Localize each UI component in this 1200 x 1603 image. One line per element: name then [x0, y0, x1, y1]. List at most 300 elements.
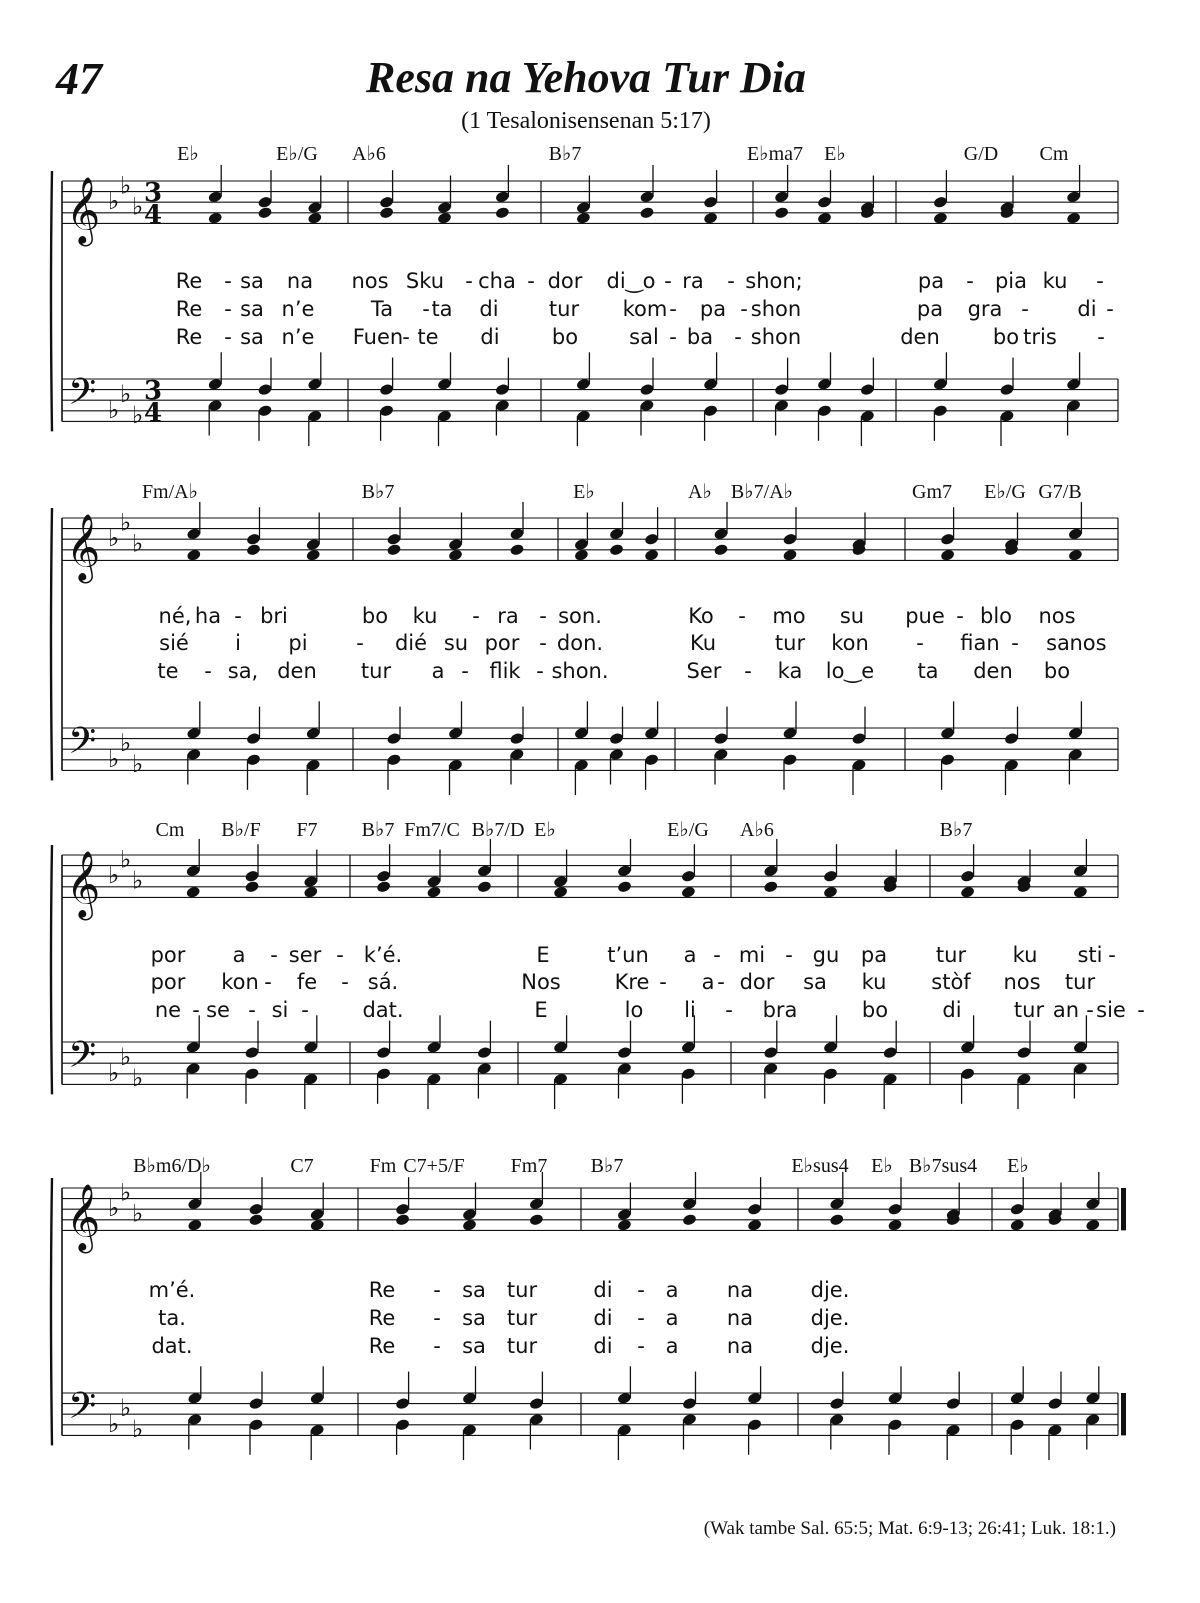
chord-symbol: E♭sus4 — [791, 1155, 849, 1177]
lyric-syllable: sa — [240, 269, 264, 293]
lyric-syllable: - — [785, 943, 793, 967]
chord-symbol: Cm — [1039, 143, 1069, 165]
lyric-syllable: mo — [772, 604, 806, 628]
lyric-syllable: son. — [558, 604, 602, 628]
note-head — [307, 211, 322, 224]
lyric-syllable: - — [433, 1334, 441, 1358]
chord-symbol: Gm7 — [912, 481, 952, 503]
chord-symbol: E♭ — [177, 143, 199, 165]
chord-symbol: E♭/G — [276, 143, 318, 165]
lyric-syllable: - — [637, 1306, 645, 1330]
lyric-syllable: tur — [1064, 970, 1096, 994]
flat-icon: ♭ — [120, 508, 132, 537]
lyric-syllable: k’é. — [363, 943, 403, 967]
chord-symbol: E♭ — [1007, 1155, 1029, 1177]
note-head — [829, 1213, 844, 1226]
flat-icon: ♭ — [108, 524, 120, 553]
lyric-syllable: - — [539, 604, 547, 628]
note-head — [376, 880, 391, 893]
footer-references: (Wak tambe Sal. 65:5; Mat. 6:9-13; 26:41; Luk. 18:1.) — [703, 1518, 1116, 1539]
lyric-syllable: shon. — [551, 659, 609, 683]
lyric-syllable: - — [734, 325, 742, 349]
lyric-syllable: kon — [221, 970, 259, 994]
lyric-syllable: sal — [629, 325, 659, 349]
lyric-syllable: Re — [175, 297, 203, 321]
lyric-syllable: den — [900, 325, 940, 349]
lyric-syllable: Ta — [370, 297, 394, 321]
note-head — [747, 1218, 762, 1231]
note-head — [960, 885, 975, 898]
lyric-syllable: - — [744, 659, 752, 683]
flat-icon: ♭ — [120, 728, 132, 757]
lyric-syllable: ba — [686, 325, 714, 349]
lyric-syllable: don. — [556, 631, 604, 655]
note-head — [186, 548, 201, 561]
lyric-syllable: sa — [240, 325, 264, 349]
lyric-syllable: - — [270, 943, 278, 967]
lyric-syllable: tur — [935, 943, 967, 967]
lyric-syllable: pa — [699, 297, 727, 321]
chord-symbol: E♭ — [534, 819, 556, 841]
lyric-syllable: - — [192, 998, 200, 1022]
lyric-syllable: pa — [916, 297, 944, 321]
lyric-syllable: kom — [622, 297, 668, 321]
lyric-syllable: den — [973, 659, 1013, 683]
note-head — [609, 543, 624, 556]
lyric-syllable: pa — [917, 269, 945, 293]
chord-symbol: Fm/A♭ — [141, 481, 199, 503]
time-signature-top: 3 — [144, 178, 163, 209]
flat-icon: ♭ — [132, 1199, 144, 1228]
note-head — [576, 211, 591, 224]
lyric-syllable: se — [206, 998, 230, 1022]
lyric-syllable: ku — [412, 604, 438, 628]
lyric-syllable: ta. — [158, 1306, 186, 1330]
lyric-syllable: - — [1137, 998, 1145, 1022]
lyric-syllable: di — [593, 1334, 613, 1358]
flat-icon: ♭ — [108, 1409, 120, 1438]
lyric-syllable: Ser — [686, 659, 722, 683]
lyric-syllable: pia — [994, 269, 1028, 293]
lyric-syllable: - — [637, 1278, 645, 1302]
lyric-syllable: sie — [1096, 998, 1126, 1022]
note-head — [529, 1213, 544, 1226]
note-head — [185, 885, 200, 898]
lyric-syllable: - — [738, 604, 746, 628]
lyric-syllable: - — [461, 659, 469, 683]
lyric-syllable: di — [1077, 297, 1097, 321]
lyric-syllable: - — [224, 269, 232, 293]
flat-icon: ♭ — [120, 379, 132, 408]
flat-icon: ♭ — [120, 1393, 132, 1422]
lyric-syllable: tur — [360, 659, 392, 683]
lyric-syllable: sti — [1077, 943, 1103, 967]
chord-symbol: Fm — [369, 1155, 397, 1177]
flat-icon: ♭ — [108, 1194, 120, 1223]
lyric-syllable: - — [1011, 631, 1019, 655]
note-head — [782, 548, 797, 561]
time-signature-bottom: 4 — [144, 398, 163, 429]
lyric-syllable: kon — [831, 631, 869, 655]
lyric-syllable: - — [248, 998, 256, 1022]
lyric-syllable: an — [1052, 998, 1080, 1022]
lyric-syllable: te — [157, 659, 179, 683]
lyric-syllable: - — [301, 998, 309, 1022]
lyric-syllable: bri — [260, 604, 288, 628]
lyric-syllable: dor — [739, 970, 775, 994]
lyric-syllable: - — [433, 1306, 441, 1330]
lyric-syllable: n’e — [281, 297, 315, 321]
final-bar-line — [1121, 1393, 1126, 1435]
chord-symbol: G7/B — [1038, 481, 1082, 503]
lyric-syllable: nos — [1038, 604, 1076, 628]
lyric-syllable: por — [150, 970, 186, 994]
lyric-syllable: ta — [917, 659, 939, 683]
note-head — [477, 880, 492, 893]
lyric-syllable: E — [534, 998, 548, 1022]
chord-symbol: G/D — [963, 143, 999, 165]
chord-symbol: B♭7 — [361, 819, 395, 841]
staff-system — [51, 143, 1118, 446]
note-head — [386, 543, 401, 556]
chord-symbol: Cm — [155, 819, 185, 841]
lyric-syllable: - — [637, 1334, 645, 1358]
note-head — [437, 211, 452, 224]
lyric-syllable: nos — [1069, 631, 1107, 655]
lyric-syllable: - — [472, 604, 480, 628]
lyric-syllable: stòf — [931, 970, 971, 994]
lyric-syllable: por — [484, 631, 520, 655]
lyric-syllable: gu — [812, 943, 840, 967]
hymn-title: Resa na Yehova Tur Dia — [365, 53, 807, 102]
lyric-syllable: - — [956, 604, 964, 628]
flat-icon: ♭ — [132, 401, 144, 430]
lyric-syllable: sa — [462, 1334, 486, 1358]
lyric-syllable: a — [683, 943, 697, 967]
chord-symbol: Fm7 — [510, 1155, 548, 1177]
system-bracket — [51, 508, 52, 780]
lyric-syllable: blo — [979, 604, 1013, 628]
lyric-syllable: pue — [905, 604, 945, 628]
lyric-syllable: na — [726, 1306, 754, 1330]
lyric-syllable: Re — [175, 325, 203, 349]
final-bar-line — [1121, 1188, 1126, 1230]
lyric-syllable: tris — [1023, 325, 1057, 349]
lyric-syllable: ka — [777, 659, 803, 683]
lyric-syllable: nos — [351, 269, 389, 293]
lyric-syllable: ku — [861, 970, 887, 994]
lyric-syllable: te — [417, 325, 439, 349]
note-head — [713, 543, 728, 556]
note-head — [553, 885, 568, 898]
lyric-syllable: sá. — [367, 970, 399, 994]
staff-systems — [51, 143, 1145, 1460]
lyric-syllable: bo — [992, 325, 1020, 349]
note-head — [509, 543, 524, 556]
lyric-syllable: - — [966, 269, 974, 293]
lyric-syllable: su — [443, 631, 469, 655]
lyric-syllable: a — [665, 1306, 679, 1330]
note-head — [617, 1218, 632, 1231]
flat-icon: ♭ — [108, 861, 120, 890]
lyric-syllable: si — [271, 998, 289, 1022]
note-head — [703, 211, 718, 224]
lyric-syllable: flik — [489, 659, 521, 683]
system-bracket — [51, 171, 52, 431]
lyric-syllable: n’e — [281, 325, 315, 349]
chord-symbol: B♭7 — [939, 819, 973, 841]
note-head — [933, 211, 948, 224]
lyric-syllable: - — [916, 631, 924, 655]
flat-icon: ♭ — [120, 845, 132, 874]
lyric-syllable: shon — [750, 325, 802, 349]
lyric-syllable: tur — [506, 1278, 538, 1302]
bass-clef-icon: 𝄢 — [68, 1033, 97, 1085]
lyric-syllable: Re — [175, 269, 203, 293]
lyric-syllable: ne — [154, 998, 182, 1022]
lyric-syllable: sa — [462, 1278, 486, 1302]
scripture-reference: (1 Tesalonisensenan 5:17) — [461, 108, 711, 134]
bass-clef-icon: 𝄢 — [68, 370, 97, 422]
chord-symbol: B♭7 — [590, 1155, 624, 1177]
lyric-syllable: - — [224, 325, 232, 349]
lyric-syllable: Fuen — [352, 325, 404, 349]
lyric-syllable: - — [433, 1278, 441, 1302]
chord-symbol: E♭ma7 — [746, 143, 804, 165]
note-head — [207, 211, 222, 224]
lyric-syllable: a — [701, 970, 715, 994]
lyric-syllable: Re — [368, 1334, 396, 1358]
lyric-syllable: dje. — [810, 1278, 850, 1302]
lyric-syllable: sié — [159, 631, 189, 655]
flat-icon: ♭ — [132, 1415, 144, 1444]
lyric-syllable: di — [593, 1306, 613, 1330]
lyric-syllable: - — [659, 970, 667, 994]
lyric-syllable: - — [1096, 269, 1104, 293]
note-head — [639, 206, 654, 219]
lyric-syllable: tur — [506, 1306, 538, 1330]
lyric-syllable: a — [665, 1278, 679, 1302]
flat-icon: ♭ — [132, 1064, 144, 1093]
lyric-syllable: di — [593, 1278, 613, 1302]
lyric-syllable: bo — [361, 604, 389, 628]
chord-symbol: B♭/F — [221, 819, 261, 841]
lyric-syllable: - — [669, 325, 677, 349]
chord-symbol: F7 — [296, 819, 318, 841]
note-head — [257, 206, 272, 219]
lyric-syllable: tur — [548, 297, 580, 321]
lyric-syllable: - — [664, 269, 672, 293]
lyric-syllable: lo‿e — [825, 659, 875, 683]
note-head — [462, 1218, 477, 1231]
chord-symbol: E♭/G — [984, 481, 1026, 503]
lyric-syllable: - — [1108, 943, 1116, 967]
note-head — [395, 1213, 410, 1226]
lyric-syllable: sa — [1046, 631, 1070, 655]
treble-clef-icon: 𝄞 — [66, 175, 101, 244]
flat-icon: ♭ — [132, 750, 144, 779]
flat-icon: ♭ — [132, 529, 144, 558]
lyric-syllable: bo — [1043, 659, 1071, 683]
note-head — [303, 885, 318, 898]
lyric-syllable: tur — [506, 1334, 538, 1358]
lyric-syllable: fe — [296, 970, 318, 994]
system-bracket — [51, 1178, 52, 1445]
lyric-syllable: - — [727, 269, 735, 293]
lyric-syllable: tur — [774, 631, 806, 655]
lyric-syllable: di — [480, 325, 500, 349]
chord-symbol: E♭ — [573, 481, 595, 503]
lyric-syllable: - — [713, 943, 721, 967]
chord-symbol: E♭ — [824, 143, 846, 165]
note-head — [823, 885, 838, 898]
lyric-syllable: di — [942, 998, 962, 1022]
flat-icon: ♭ — [108, 395, 120, 424]
lyric-syllable: m’é. — [148, 1278, 196, 1302]
lyric-syllable: ku — [1042, 269, 1068, 293]
note-head — [305, 548, 320, 561]
note-head — [574, 548, 589, 561]
note-head — [244, 880, 259, 893]
lyric-syllable: - — [1086, 998, 1094, 1022]
flat-icon: ♭ — [108, 744, 120, 773]
lyric-syllable: Ku — [689, 631, 717, 655]
lyric-syllable: dat. — [362, 998, 404, 1022]
lyric-syllable: Ko — [688, 604, 714, 628]
flat-icon: ♭ — [108, 1058, 120, 1087]
flat-icon: ♭ — [120, 1042, 132, 1071]
note-head — [1085, 1218, 1100, 1231]
lyric-syllable: sa — [240, 297, 264, 321]
chord-symbol: B♭m6/D♭ — [133, 1155, 211, 1177]
system-bracket — [51, 845, 52, 1094]
chord-symbol: C7 — [290, 1155, 314, 1177]
lyric-syllable: na — [726, 1278, 754, 1302]
lyric-syllable: shon; — [745, 269, 803, 293]
lyric-syllable: Re — [368, 1306, 396, 1330]
lyric-syllable: - — [341, 970, 349, 994]
lyric-syllable: sa, — [227, 659, 259, 683]
note-head — [448, 548, 463, 561]
note-head — [617, 880, 632, 893]
lyric-syllable: por — [150, 943, 186, 967]
note-head — [1009, 1218, 1024, 1231]
note-head — [495, 206, 510, 219]
treble-clef-icon: 𝄞 — [66, 1182, 101, 1251]
bass-clef-icon: 𝄢 — [68, 719, 97, 771]
lyric-syllable: li — [684, 998, 696, 1022]
note-head — [248, 1213, 263, 1226]
lyric-syllable: dor — [547, 269, 583, 293]
lyric-syllable: t’un — [607, 943, 649, 967]
note-head — [681, 885, 696, 898]
chord-symbol: B♭7 — [548, 143, 582, 165]
chord-symbol: B♭7 — [361, 481, 395, 503]
lyric-syllable: né, — [158, 604, 192, 628]
lyric-syllable: - — [527, 269, 535, 293]
lyric-syllable: nos — [1003, 970, 1041, 994]
lyric-syllable: di — [479, 297, 499, 321]
hymn-number: 47 — [56, 53, 102, 104]
lyric-syllable: mi — [738, 943, 766, 967]
lyric-syllable: ta — [431, 297, 453, 321]
lyric-syllable: - — [422, 297, 430, 321]
lyric-syllable: - — [717, 970, 725, 994]
note-head — [887, 1218, 902, 1231]
lyric-syllable: na — [726, 1334, 754, 1358]
time-signature-bottom: 4 — [144, 200, 163, 231]
chord-symbol: E♭/G — [667, 819, 709, 841]
lyric-syllable: bo — [551, 325, 579, 349]
lyric-syllable: pa — [860, 943, 888, 967]
lyric-syllable: shon — [750, 297, 802, 321]
lyric-syllable: sa — [462, 1306, 486, 1330]
note-head — [817, 211, 832, 224]
lyric-syllable: - — [402, 325, 410, 349]
chord-symbol: E♭ — [871, 1155, 893, 1177]
lyric-syllable: - — [465, 269, 473, 293]
lyric-syllable: - — [204, 659, 212, 683]
note-head — [1073, 885, 1088, 898]
lyric-syllable: - — [264, 970, 272, 994]
lyric-syllable: ra — [682, 269, 704, 293]
lyric-syllable: fian — [960, 631, 1000, 655]
lyric-syllable: pi — [288, 631, 308, 655]
flat-icon: ♭ — [120, 171, 132, 200]
lyric-syllable: - — [1097, 325, 1105, 349]
lyric-syllable: gra — [967, 297, 1003, 321]
lyric-syllable: dié — [394, 631, 428, 655]
lyric-syllable: lo — [624, 998, 644, 1022]
lyric-syllable: - — [234, 604, 242, 628]
chord-symbol: B♭7/D — [471, 819, 525, 841]
note-head — [309, 1218, 324, 1231]
treble-clef-icon: 𝄞 — [66, 512, 101, 581]
lyric-syllable: - — [536, 659, 544, 683]
time-signature-top: 3 — [144, 376, 163, 407]
note-head — [1068, 548, 1083, 561]
lyric-syllable: a — [665, 1334, 679, 1358]
note-head — [682, 1213, 697, 1226]
lyric-syllable: a — [431, 659, 445, 683]
note-head — [379, 206, 394, 219]
lyric-syllable: ku — [1012, 943, 1038, 967]
lyric-syllable: di‿o — [606, 269, 656, 293]
flat-icon: ♭ — [132, 192, 144, 221]
lyric-syllable: - — [725, 998, 733, 1022]
lyric-syllable: dje. — [810, 1334, 850, 1358]
lyric-syllable: bra — [762, 998, 798, 1022]
lyric-syllable: - — [1021, 297, 1029, 321]
staff-system — [51, 481, 1118, 795]
chord-symbol: A♭6 — [740, 819, 774, 841]
lyric-syllable: - — [356, 631, 364, 655]
lyric-syllable: den — [277, 659, 317, 683]
note-head — [426, 885, 441, 898]
flat-icon: ♭ — [120, 1178, 132, 1207]
chord-symbol: Fm7/C — [404, 819, 460, 841]
lyric-syllable: sa — [803, 970, 827, 994]
lyric-syllable: - — [669, 297, 677, 321]
lyric-syllable: dat. — [151, 1334, 193, 1358]
chord-symbol: B♭7/A♭ — [730, 481, 794, 503]
lyric-syllable: ra — [497, 604, 519, 628]
lyric-syllable: Re — [368, 1278, 396, 1302]
lyric-syllable: ser — [288, 943, 322, 967]
bass-clef-icon: 𝄢 — [68, 1384, 97, 1436]
lyric-syllable: tur — [1013, 998, 1045, 1022]
lyric-syllable: Sku — [405, 269, 445, 293]
